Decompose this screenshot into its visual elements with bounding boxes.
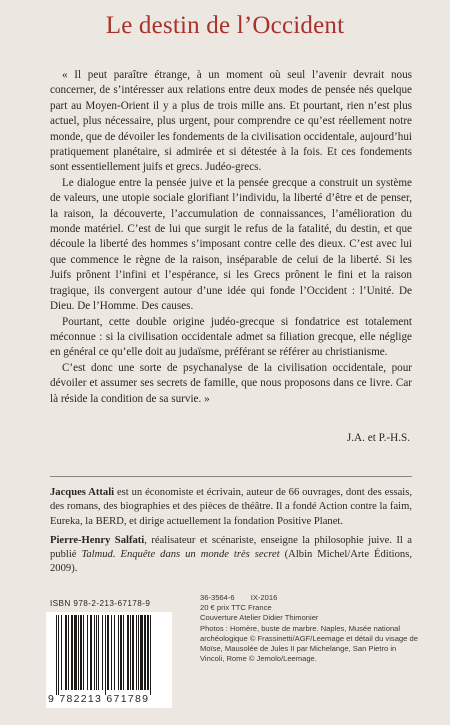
price: 20 € prix TTC France: [200, 603, 272, 613]
author-bio-text: (Albin Michel/Arte Éditions, 2009).: [50, 549, 412, 575]
author-bio-text: est un économiste et écrivain, auteur de 66 ouvrages, dont des essais, des romans, des biographies et des pièces de théâtre. Il a fondé Action contre la faim, Eureka, la BERD, et dirige actuellement la fondation Positive Planet.: [50, 487, 412, 527]
barcode-bar: [58, 615, 59, 695]
author-name: Pierre-Henry Salfati: [50, 534, 145, 546]
barcode-bar: [87, 615, 88, 690]
barcode-bar: [150, 615, 151, 695]
isbn: ISBN 978-2-213-67178-9: [50, 599, 151, 608]
author-bios: [50, 486, 412, 577]
barcode-bar: [140, 615, 143, 690]
barcode-bars: [56, 615, 162, 695]
barcode-bar: [96, 615, 97, 690]
blurb: [50, 68, 412, 407]
blurb-paragraph-1: « Il peut paraître étrange, à un moment où seul l’avenir devrait nous concerner, de s’intéresser aux relations entre deux modes de pensée nés quelque part au Moyen-Orient il y a plus de trois mille ans. Et pourtant, rien n’est plus actuel, plus nécessaire, plus urgent, pour comprendre ce qu’est réellement notre monde, que de dévoiler les fondements de la civilisation occidentale, aujourd’hui pratiquement planétaire, si admirée et si détestée à la fois. Et ces fondements sont essentiellement juifs et grecs. Judéo-grecs.: [50, 69, 412, 174]
barcode-bar: [74, 615, 77, 690]
barcode-bar: [132, 615, 134, 690]
barcode-bar: [111, 615, 112, 690]
author-bio-text: , réalisateur et scénariste, enseigne la philosophie juive. Il a publié: [50, 534, 413, 561]
barcode-bar: [102, 615, 103, 690]
barcode-bar: [107, 615, 109, 690]
author-bio-attali: [50, 486, 412, 529]
barcode-bar: [65, 615, 67, 690]
barcode-bar: [71, 615, 73, 690]
blurb-paragraph-2: Le dialogue entre la pensée juive et la pensée grecque a construit un système de valeurs, une utopie sociale glorifiant l’individu, la liberté d’être et de penser, la raison, la découverte, l’accumulation de connaissances, l’amélioration du monde matériel. C’est de lui que surgit le refus de la fatalité, du destin, et que découle la liberté des hommes s’imposant contre celle des dieux. C’est avec lui que commence le règne de la raison, inséparable de celui de la liberté. Si les Juifs prônent l’infini et l’espérance, si les Grecs prônent le fini et la raison tragique, ils convergent autour d’une idée qui fonde l’Occident : l’Unité. De Dieu. De l’Homme. Des causes.: [50, 176, 412, 313]
barcode-bar: [130, 615, 131, 690]
barcode-bar: [94, 615, 95, 690]
page-title: Le destin de l’Occident: [105, 12, 345, 39]
barcode-bar: [68, 615, 69, 690]
barcode-bar: [118, 615, 119, 690]
barcode-bar: [61, 615, 62, 690]
barcode-bar: [83, 615, 84, 690]
barcode-bar: [114, 615, 115, 690]
barcode-bar: [147, 615, 149, 690]
barcode-bar: [136, 615, 137, 690]
barcode-bar: [90, 615, 92, 690]
blurb-paragraph-3: Pourtant, cette double origine judéo-grecque si fondatrice est totalement méconnue : si la civilisation occidentale admet sa filiation grecque, elle néglige en général ce qu’elle doit au judaïsme, préférant se référer au christianisme.: [50, 315, 412, 359]
barcode-bar: [98, 615, 99, 690]
cover-credit: Couverture Atelier Didier Thimonier: [200, 613, 319, 623]
barcode-bar: [144, 615, 146, 690]
book-title: Talmud. Enquête dans un monde très secret: [81, 549, 280, 561]
barcode-bar: [56, 615, 57, 695]
barcode-number: 9 782213 671789: [48, 693, 150, 705]
barcode-bar: [105, 615, 106, 695]
barcode-bar: [80, 615, 82, 690]
barcode-bar: [138, 615, 139, 690]
author-bio-salfati: [50, 534, 412, 577]
barcode-bar: [120, 615, 122, 690]
divider: [50, 476, 412, 477]
author-name: Jacques Attali: [50, 487, 115, 498]
credits: [200, 593, 422, 664]
blurb-paragraph-4: C’est donc une sorte de psychanalyse de la civilisation occidentale, pour dévoiler et assumer ses secrets de famille, que nous proposons dans ce livre. Car là réside la condition de sa survie. »: [50, 361, 412, 405]
signature: J.A. et P.-H.S.: [346, 432, 410, 444]
barcode-bar: [123, 615, 124, 690]
photo-credits: Photos : Homère, buste de marbre. Naples, Musée national archéologique © Frassinetti/AGF/Leemage et détail du visage de Moïse, Mausolée de Jules II par Michelange, San Pietro in Vincoli, Rome © Jemolo/Leemage.: [200, 623, 418, 664]
barcode-bar: [78, 615, 79, 690]
barcode: [46, 612, 172, 708]
barcode-bar: [127, 615, 129, 690]
print-codes: 36-3564-6 IX-2016: [200, 593, 278, 602]
